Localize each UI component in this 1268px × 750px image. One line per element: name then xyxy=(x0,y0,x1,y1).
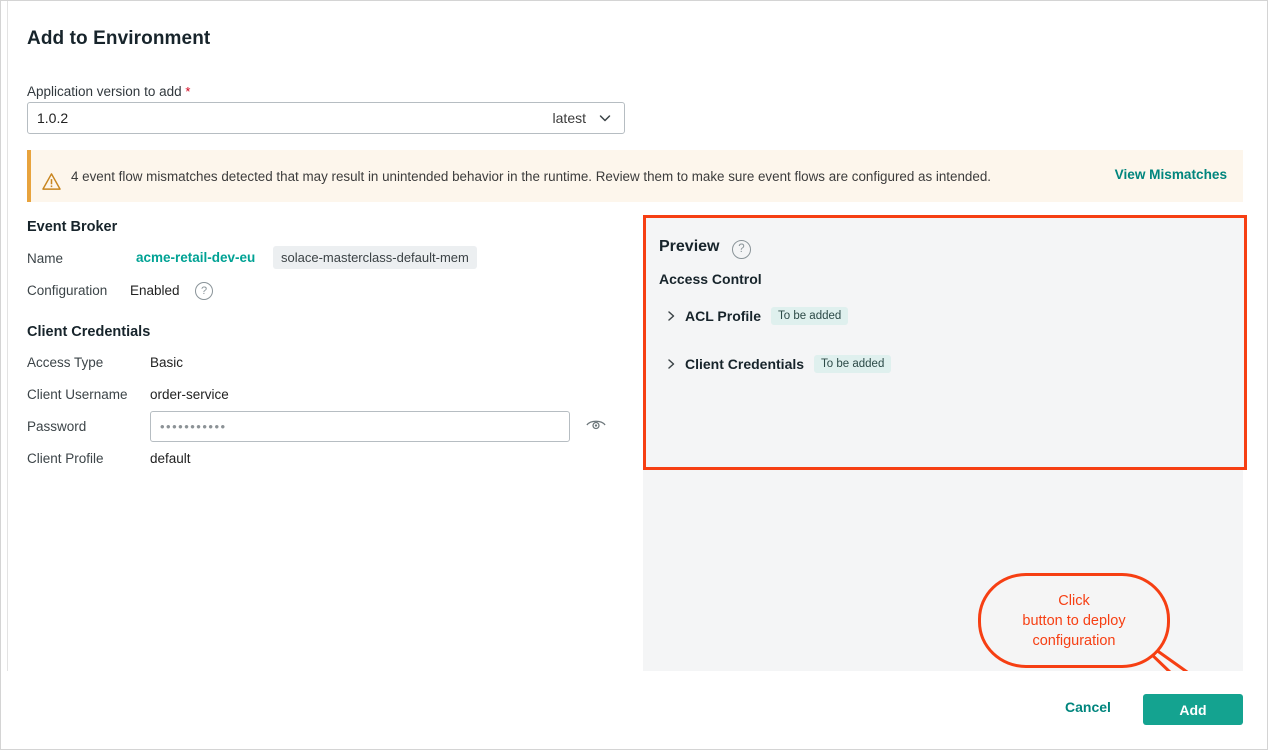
warning-triangle-icon xyxy=(31,162,71,191)
client-username-value: order-service xyxy=(150,387,229,402)
required-asterisk: * xyxy=(185,84,191,99)
callout-text xyxy=(1014,591,1133,651)
application-version-select[interactable] xyxy=(27,102,625,134)
callout-line-1: Click xyxy=(1058,592,1090,609)
view-mismatches-link[interactable]: View Mismatches xyxy=(1114,167,1227,182)
callout-bubble xyxy=(978,573,1170,668)
access-control-heading: Access Control xyxy=(659,271,762,287)
broker-configuration-label: Configuration xyxy=(27,283,108,298)
application-version-value: 1.0.2 xyxy=(37,110,69,126)
status-badge: To be added xyxy=(771,307,848,325)
broker-name-link[interactable]: acme-retail-dev-eu xyxy=(136,250,256,265)
application-version-label-text: Application version to add xyxy=(27,84,182,99)
broker-service-chip: solace-masterclass-default-mem xyxy=(273,246,477,269)
access-type-value: Basic xyxy=(150,355,184,370)
chevron-down-icon[interactable] xyxy=(594,111,624,125)
client-username-label: Client Username xyxy=(27,387,128,402)
preview-help-icon[interactable]: ? xyxy=(732,240,751,259)
access-type-label: Access Type xyxy=(27,355,104,370)
callout-line-3: configuration xyxy=(1032,632,1116,649)
add-button[interactable]: Add xyxy=(1143,694,1243,725)
preview-title: Preview xyxy=(659,238,720,255)
cancel-button[interactable]: Cancel xyxy=(1059,698,1117,716)
page-title: Add to Environment xyxy=(27,28,211,49)
show-password-icon[interactable] xyxy=(586,418,606,437)
preview-item-client-credentials[interactable] xyxy=(661,355,891,373)
client-credentials-heading: Client Credentials xyxy=(27,324,151,340)
event-broker-heading: Event Broker xyxy=(27,219,118,235)
preview-item-label: ACL Profile xyxy=(685,308,761,324)
password-label: Password xyxy=(27,419,87,434)
application-version-label xyxy=(27,84,190,99)
client-profile-label: Client Profile xyxy=(27,451,104,466)
configuration-help-icon[interactable]: ? xyxy=(195,282,213,300)
page-edge-strip xyxy=(1,1,8,750)
client-profile-value: default xyxy=(150,451,191,466)
password-input[interactable]: ••••••••••• xyxy=(150,411,570,442)
preview-item-acl-profile[interactable] xyxy=(661,307,848,325)
broker-configuration-value: Enabled xyxy=(130,283,180,298)
chevron-right-icon[interactable] xyxy=(661,358,681,370)
mismatch-warning-banner xyxy=(27,150,1243,202)
broker-name-label: Name xyxy=(27,251,64,266)
preview-item-label: Client Credentials xyxy=(685,356,805,372)
status-badge: To be added xyxy=(814,355,891,373)
application-version-tag: latest xyxy=(552,110,586,126)
mismatch-warning-text: 4 event flow mismatches detected that may result in unintended behavior in the runtime. Review them to make sure event flows are configured as intended. xyxy=(71,169,991,184)
callout-line-2: button to deploy xyxy=(1022,612,1126,629)
chevron-right-icon[interactable] xyxy=(661,310,681,322)
